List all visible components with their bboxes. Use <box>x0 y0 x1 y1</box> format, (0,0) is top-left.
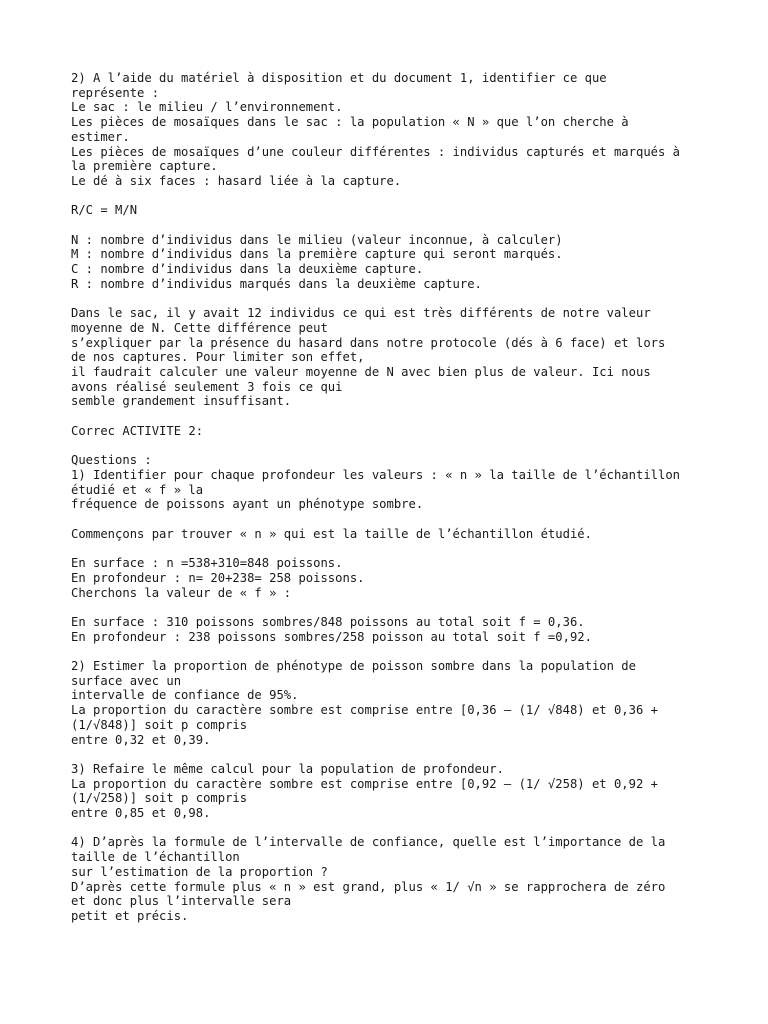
text-line: 1) Identifier pour chaque profondeur les valeurs : « n » la taille de l’échantillon <box>71 467 681 482</box>
text-line: intervalle de confiance de 95%. <box>71 688 299 703</box>
text-line: Commençons par trouver « n » qui est la taille de l’échantillon étudié. <box>71 526 592 541</box>
text-line: (1/√848)] soit p compris <box>71 717 248 732</box>
text-line: représente : <box>71 85 160 100</box>
text-line: La proportion du caractère sombre est comprise entre [0,36 – (1/ √848) et 0,36 + <box>71 703 658 718</box>
text-line: Questions : <box>71 453 152 468</box>
text-line: 2) Estimer la proportion de phénotype de poisson sombre dans la population de <box>71 658 636 673</box>
text-line: (1/√258)] soit p compris <box>71 791 248 806</box>
frequency-block <box>71 615 711 644</box>
sample-size-block <box>71 556 711 600</box>
text-line: fréquence de poissons ayant un phénotype sombre. <box>71 497 424 512</box>
text-line: En profondeur : 238 poissons sombres/258 poisson au total soit f =0,92. <box>71 629 592 644</box>
section-heading-block <box>71 424 711 439</box>
formula-line: R/C = M/N <box>71 203 138 218</box>
text-line: entre 0,85 et 0,98. <box>71 806 211 820</box>
text-line: Dans le sac, il y avait 12 individus ce qui est très différents de notre valeur <box>71 306 651 321</box>
sample-size-intro-block <box>71 527 711 542</box>
definition-line: C : nombre d’individus dans la deuxième capture. <box>71 262 424 277</box>
text-line: 2) A l’aide du matériel à disposition et du document 1, identifier ce que <box>71 71 607 85</box>
text-line: Les pièces de mosaïques dans le sac : la population « N » que l’on cherche à <box>71 115 629 130</box>
formula-block <box>71 203 711 218</box>
text-line: avons réalisé seulement 3 fois ce qui <box>71 379 343 394</box>
text-line: étudié et « f » la <box>71 482 204 497</box>
depth-interval-block <box>71 762 711 821</box>
discussion-block <box>71 306 711 409</box>
text-line: la première capture. <box>71 159 218 174</box>
text-line: petit et précis. <box>71 908 189 923</box>
text-line: Les pièces de mosaïques d’une couleur différentes : individus capturés et marqués à <box>71 144 681 159</box>
definition-line: N : nombre d’individus dans le milieu (valeur inconnue, à calculer) <box>71 232 563 247</box>
text-line: 3) Refaire le même calcul pour la population de profondeur. <box>71 761 504 776</box>
text-line: D’après cette formule plus « n » est grand, plus « 1/ √n » se rapprochera de zéro <box>71 879 666 894</box>
text-line: surface avec un <box>71 673 182 688</box>
document-page <box>71 71 711 938</box>
text-line: il faudrait calculer une valeur moyenne de N avec bien plus de valeur. Ici nous <box>71 365 651 380</box>
text-line: de nos captures. Pour limiter son effet, <box>71 350 365 365</box>
text-line: Le sac : le milieu / l’environnement. <box>71 100 343 115</box>
text-line: s’expliquer par la présence du hasard dans notre protocole (dés à 6 face) et lors <box>71 335 666 350</box>
text-line: En surface : n =538+310=848 poissons. <box>71 556 343 571</box>
section-heading: Correc ACTIVITE 2: <box>71 423 204 438</box>
text-line: et donc plus l’intervalle sera <box>71 894 292 909</box>
definitions-block <box>71 233 711 292</box>
question-2-block <box>71 71 711 189</box>
text-line: La proportion du caractère sombre est comprise entre [0,92 – (1/ √258) et 0,92 + <box>71 776 658 791</box>
text-line: entre 0,32 et 0,39. <box>71 732 211 747</box>
definition-line: R : nombre d’individus marqués dans la deuxième capture. <box>71 276 482 291</box>
text-line: Cherchons la valeur de « f » : <box>71 585 292 600</box>
text-line: En surface : 310 poissons sombres/848 poissons au total soit f = 0,36. <box>71 614 585 629</box>
sample-size-importance-block <box>71 835 711 923</box>
text-line: taille de l’échantillon <box>71 850 240 865</box>
definition-line: M : nombre d’individus dans la première capture qui seront marqués. <box>71 247 563 262</box>
surface-interval-block <box>71 659 711 747</box>
text-line: En profondeur : n= 20+238= 258 poissons. <box>71 570 365 585</box>
text-line: estimer. <box>71 129 130 144</box>
text-line: moyenne de N. Cette différence peut <box>71 320 328 335</box>
text-line: 4) D’après la formule de l’intervalle de confiance, quelle est l’importance de la <box>71 835 666 850</box>
activity-2-question-1-block <box>71 453 711 512</box>
text-line: semble grandement insuffisant. <box>71 394 292 409</box>
text-line: sur l’estimation de la proportion ? <box>71 864 328 879</box>
text-line: Le dé à six faces : hasard liée à la capture. <box>71 173 402 188</box>
